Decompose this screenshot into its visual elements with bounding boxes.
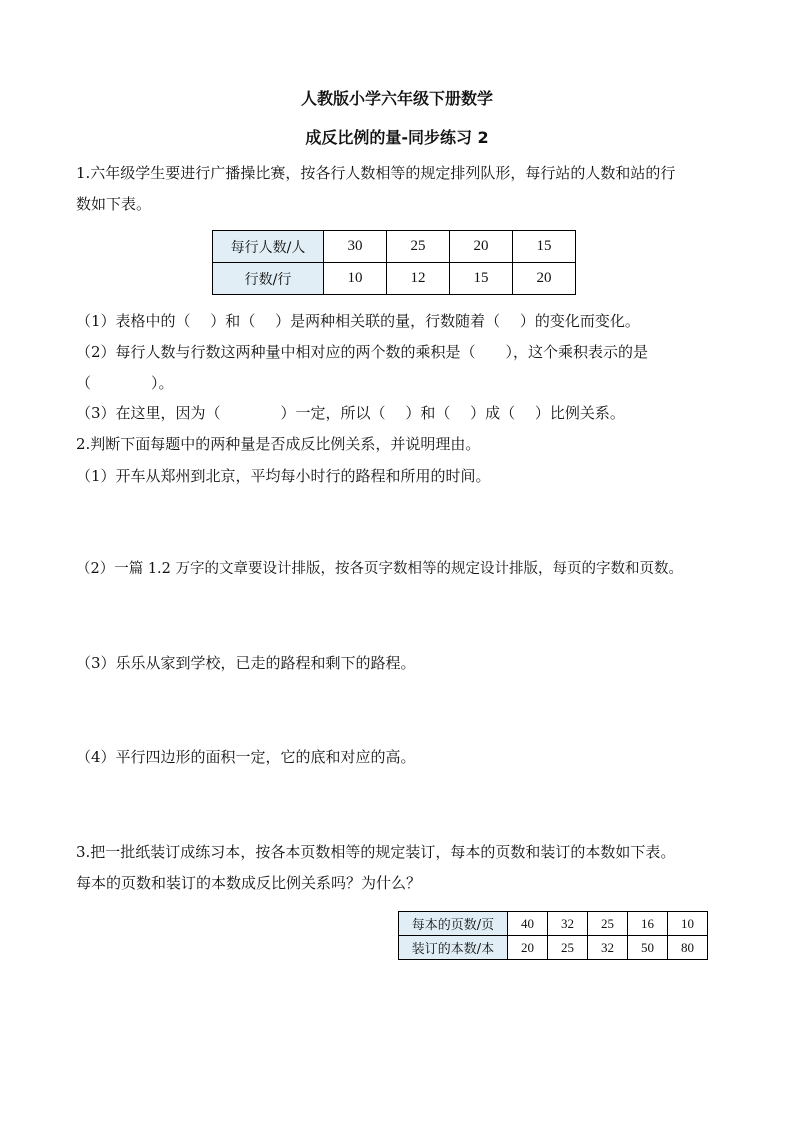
q1-sub1: （1）表格中的（ ）和（ ）是两种相关联的量，行数随着（ ）的变化而变化。	[76, 312, 640, 330]
q1-sub2-line2: （ ）。	[76, 374, 174, 392]
table-cell: 12	[387, 263, 450, 295]
q1-sub3: （3）在这里，因为（ ）一定，所以（ ）和（ ）成（ ）比例关系。	[76, 404, 625, 422]
q1-sub2-line1: （2）每行人数与行数这两种量中相对应的两个数的乘积是（ ），这个乘积表示的是	[76, 343, 649, 361]
table-cell: 25	[588, 912, 628, 936]
q1-table	[212, 230, 576, 295]
q3-text-line2: 每本的页数和装订的本数成反比例关系吗？为什么？	[76, 874, 422, 892]
table-cell: 10	[324, 263, 387, 295]
q2-item2: （2）一篇 1.2 万字的文章要设计排版，按各页字数相等的规定设计排版，每页的字数和页数。	[76, 561, 683, 577]
page-title: 人教版小学六年级下册数学	[300, 89, 493, 108]
table-row-label: 装订的本数/本	[399, 936, 508, 960]
table-cell: 15	[513, 231, 576, 263]
table-cell: 30	[324, 231, 387, 263]
table-cell: 20	[513, 263, 576, 295]
q2-item4: （4）平行四边形的面积一定，它的底和对应的高。	[76, 748, 416, 766]
table-cell: 25	[548, 936, 588, 960]
table-row	[399, 936, 708, 960]
q3-table	[398, 911, 708, 960]
table-cell: 20	[450, 231, 513, 263]
q2-intro: 2.判断下面每题中的两种量是否成反比例关系，并说明理由。	[76, 435, 481, 453]
table-cell: 25	[387, 231, 450, 263]
table-cell: 20	[508, 936, 548, 960]
table-cell: 80	[668, 936, 708, 960]
q1-text-line1: 1.六年级学生要进行广播操比赛，按各行人数相等的规定排列队形，每行站的人数和站的行	[76, 164, 676, 182]
table-row-label: 行数/行	[213, 263, 324, 295]
table-cell: 32	[588, 936, 628, 960]
table-cell: 40	[508, 912, 548, 936]
table-row	[213, 263, 576, 295]
table-row-label: 每本的页数/页	[399, 912, 508, 936]
table-cell: 50	[628, 936, 668, 960]
q3-text-line1: 3.把一批纸装订成练习本，按各本页数相等的规定装订，每本的页数和装订的本数如下表。	[76, 843, 676, 861]
q1-text-line2: 数如下表。	[76, 195, 152, 213]
page-subtitle: 成反比例的量-同步练习 2	[305, 128, 489, 147]
table-row	[213, 231, 576, 263]
table-cell: 16	[628, 912, 668, 936]
table-cell: 15	[450, 263, 513, 295]
table-cell: 32	[548, 912, 588, 936]
table-row-label: 每行人数/人	[213, 231, 324, 263]
q2-item1: （1）开车从郑州到北京，平均每小时行的路程和所用的时间。	[76, 467, 491, 485]
table-cell: 10	[668, 912, 708, 936]
q2-item3: （3）乐乐从家到学校，已走的路程和剩下的路程。	[76, 654, 416, 672]
table-row	[399, 912, 708, 936]
